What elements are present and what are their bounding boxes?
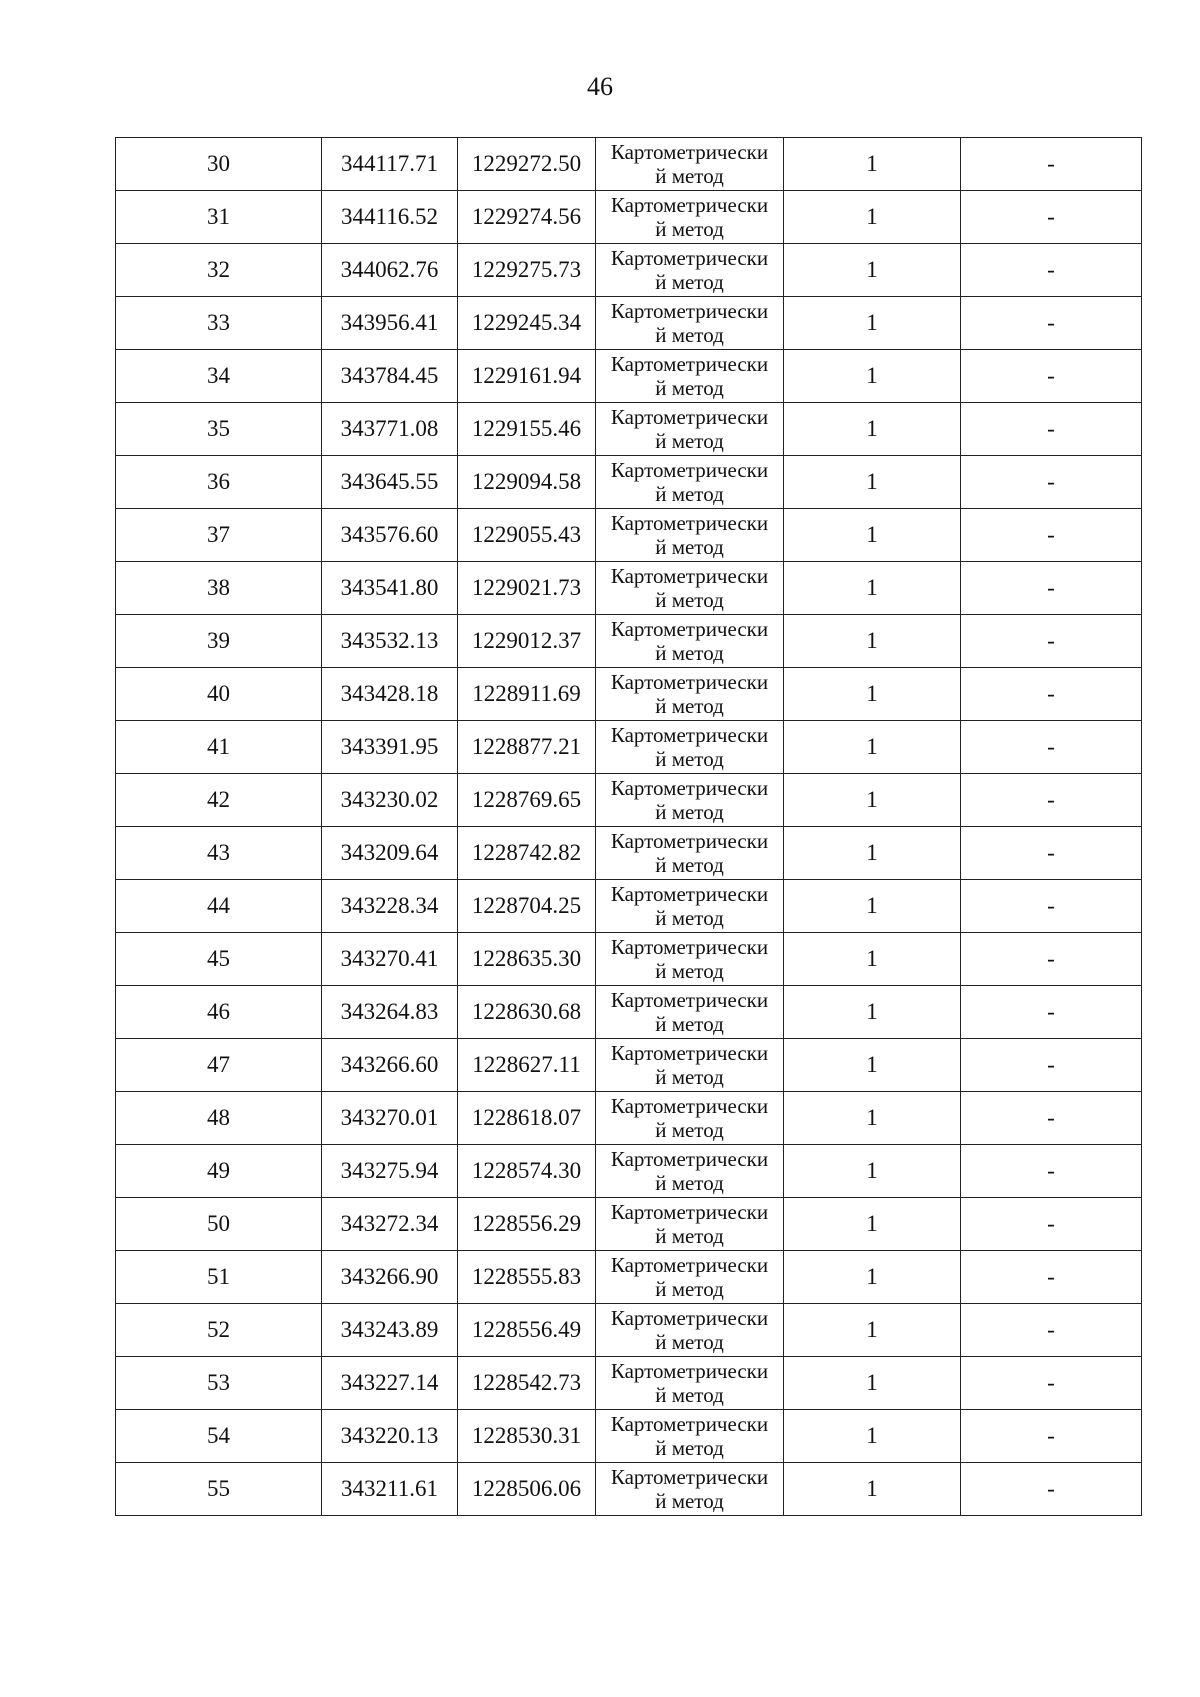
x-coordinate-cell: 343532.13 xyxy=(322,615,458,668)
table-row xyxy=(116,827,1142,880)
table-row xyxy=(116,138,1142,191)
method-cell xyxy=(596,191,784,244)
note-cell: - xyxy=(961,668,1142,721)
method-line-2: й метод xyxy=(655,323,724,347)
table-row xyxy=(116,244,1142,297)
y-coordinate-cell: 1229012.37 xyxy=(458,615,596,668)
method-cell xyxy=(596,1410,784,1463)
note-cell: - xyxy=(961,1251,1142,1304)
point-number-cell: 43 xyxy=(116,827,322,880)
method-line-2: й метод xyxy=(655,1171,724,1195)
method-cell xyxy=(596,1092,784,1145)
accuracy-cell: 1 xyxy=(784,244,961,297)
method-cell xyxy=(596,827,784,880)
method-line-1: Картометрически xyxy=(610,1306,769,1330)
point-number-cell: 35 xyxy=(116,403,322,456)
accuracy-cell: 1 xyxy=(784,1251,961,1304)
method-cell xyxy=(596,1251,784,1304)
table-row xyxy=(116,986,1142,1039)
method-cell xyxy=(596,615,784,668)
table-row xyxy=(116,456,1142,509)
method-line-2: й метод xyxy=(655,1489,724,1513)
table-row xyxy=(116,1251,1142,1304)
y-coordinate-cell: 1228742.82 xyxy=(458,827,596,880)
note-cell: - xyxy=(961,1410,1142,1463)
y-coordinate-cell: 1228704.25 xyxy=(458,880,596,933)
accuracy-cell: 1 xyxy=(784,297,961,350)
method-cell xyxy=(596,1039,784,1092)
x-coordinate-cell: 343784.45 xyxy=(322,350,458,403)
accuracy-cell: 1 xyxy=(784,774,961,827)
method-line-1: Картометрически xyxy=(610,1094,769,1118)
accuracy-cell: 1 xyxy=(784,668,961,721)
method-line-2: й метод xyxy=(655,747,724,771)
y-coordinate-cell: 1228556.29 xyxy=(458,1198,596,1251)
method-line-2: й метод xyxy=(655,429,724,453)
accuracy-cell: 1 xyxy=(784,986,961,1039)
method-line-1: Картометрически xyxy=(610,723,769,747)
accuracy-cell: 1 xyxy=(784,509,961,562)
table-row xyxy=(116,562,1142,615)
y-coordinate-cell: 1229245.34 xyxy=(458,297,596,350)
method-line-2: й метод xyxy=(655,694,724,718)
method-line-1: Картометрически xyxy=(610,617,769,641)
point-number-cell: 48 xyxy=(116,1092,322,1145)
y-coordinate-cell: 1228555.83 xyxy=(458,1251,596,1304)
accuracy-cell: 1 xyxy=(784,562,961,615)
note-cell: - xyxy=(961,721,1142,774)
point-number-cell: 54 xyxy=(116,1410,322,1463)
accuracy-cell: 1 xyxy=(784,1145,961,1198)
accuracy-cell: 1 xyxy=(784,721,961,774)
method-line-1: Картометрически xyxy=(610,935,769,959)
note-cell: - xyxy=(961,933,1142,986)
x-coordinate-cell: 343645.55 xyxy=(322,456,458,509)
x-coordinate-cell: 343272.34 xyxy=(322,1198,458,1251)
table-row xyxy=(116,880,1142,933)
method-cell xyxy=(596,933,784,986)
method-cell xyxy=(596,986,784,1039)
x-coordinate-cell: 343264.83 xyxy=(322,986,458,1039)
note-cell: - xyxy=(961,986,1142,1039)
method-line-2: й метод xyxy=(655,1330,724,1354)
point-number-cell: 47 xyxy=(116,1039,322,1092)
accuracy-cell: 1 xyxy=(784,1198,961,1251)
table-row xyxy=(116,1357,1142,1410)
method-line-2: й метод xyxy=(655,588,724,612)
method-line-2: й метод xyxy=(655,376,724,400)
method-line-1: Картометрически xyxy=(610,511,769,535)
method-line-2: й метод xyxy=(655,482,724,506)
table-row xyxy=(116,509,1142,562)
point-number-cell: 51 xyxy=(116,1251,322,1304)
accuracy-cell: 1 xyxy=(784,138,961,191)
y-coordinate-cell: 1228542.73 xyxy=(458,1357,596,1410)
y-coordinate-cell: 1229155.46 xyxy=(458,403,596,456)
y-coordinate-cell: 1228630.68 xyxy=(458,986,596,1039)
point-number-cell: 32 xyxy=(116,244,322,297)
method-line-2: й метод xyxy=(655,270,724,294)
table-row xyxy=(116,615,1142,668)
x-coordinate-cell: 343270.41 xyxy=(322,933,458,986)
method-line-2: й метод xyxy=(655,853,724,877)
y-coordinate-cell: 1228556.49 xyxy=(458,1304,596,1357)
x-coordinate-cell: 343275.94 xyxy=(322,1145,458,1198)
x-coordinate-cell: 344116.52 xyxy=(322,191,458,244)
y-coordinate-cell: 1229274.56 xyxy=(458,191,596,244)
point-number-cell: 44 xyxy=(116,880,322,933)
table-row xyxy=(116,1410,1142,1463)
note-cell: - xyxy=(961,1198,1142,1251)
table-row xyxy=(116,1145,1142,1198)
coordinates-table xyxy=(115,137,1142,1516)
table-row xyxy=(116,1092,1142,1145)
table-row xyxy=(116,191,1142,244)
x-coordinate-cell: 343227.14 xyxy=(322,1357,458,1410)
method-line-1: Картометрически xyxy=(610,458,769,482)
note-cell: - xyxy=(961,1463,1142,1516)
table-row xyxy=(116,1304,1142,1357)
accuracy-cell: 1 xyxy=(784,1463,961,1516)
method-line-2: й метод xyxy=(655,1065,724,1089)
accuracy-cell: 1 xyxy=(784,615,961,668)
accuracy-cell: 1 xyxy=(784,933,961,986)
method-line-1: Картометрически xyxy=(610,1253,769,1277)
method-cell xyxy=(596,668,784,721)
x-coordinate-cell: 343428.18 xyxy=(322,668,458,721)
x-coordinate-cell: 343209.64 xyxy=(322,827,458,880)
method-line-1: Картометрически xyxy=(610,1147,769,1171)
x-coordinate-cell: 343211.61 xyxy=(322,1463,458,1516)
accuracy-cell: 1 xyxy=(784,403,961,456)
point-number-cell: 39 xyxy=(116,615,322,668)
point-number-cell: 31 xyxy=(116,191,322,244)
note-cell: - xyxy=(961,1039,1142,1092)
accuracy-cell: 1 xyxy=(784,1092,961,1145)
method-cell xyxy=(596,1463,784,1516)
method-cell xyxy=(596,562,784,615)
y-coordinate-cell: 1228911.69 xyxy=(458,668,596,721)
note-cell: - xyxy=(961,297,1142,350)
method-line-1: Картометрически xyxy=(610,405,769,429)
point-number-cell: 34 xyxy=(116,350,322,403)
method-line-2: й метод xyxy=(655,1383,724,1407)
method-cell xyxy=(596,721,784,774)
method-cell xyxy=(596,244,784,297)
x-coordinate-cell: 343956.41 xyxy=(322,297,458,350)
y-coordinate-cell: 1228769.65 xyxy=(458,774,596,827)
point-number-cell: 55 xyxy=(116,1463,322,1516)
point-number-cell: 50 xyxy=(116,1198,322,1251)
y-coordinate-cell: 1229272.50 xyxy=(458,138,596,191)
method-line-1: Картометрически xyxy=(610,299,769,323)
note-cell: - xyxy=(961,456,1142,509)
accuracy-cell: 1 xyxy=(784,827,961,880)
y-coordinate-cell: 1228635.30 xyxy=(458,933,596,986)
x-coordinate-cell: 343391.95 xyxy=(322,721,458,774)
x-coordinate-cell: 343243.89 xyxy=(322,1304,458,1357)
x-coordinate-cell: 343771.08 xyxy=(322,403,458,456)
accuracy-cell: 1 xyxy=(784,1304,961,1357)
method-line-1: Картометрически xyxy=(610,670,769,694)
accuracy-cell: 1 xyxy=(784,1357,961,1410)
method-cell xyxy=(596,1357,784,1410)
method-line-2: й метод xyxy=(655,906,724,930)
note-cell: - xyxy=(961,509,1142,562)
note-cell: - xyxy=(961,1145,1142,1198)
y-coordinate-cell: 1228877.21 xyxy=(458,721,596,774)
x-coordinate-cell: 343270.01 xyxy=(322,1092,458,1145)
y-coordinate-cell: 1229275.73 xyxy=(458,244,596,297)
method-line-2: й метод xyxy=(655,1277,724,1301)
y-coordinate-cell: 1228574.30 xyxy=(458,1145,596,1198)
x-coordinate-cell: 344117.71 xyxy=(322,138,458,191)
note-cell: - xyxy=(961,827,1142,880)
method-line-2: й метод xyxy=(655,164,724,188)
method-cell xyxy=(596,880,784,933)
method-line-2: й метод xyxy=(655,1224,724,1248)
method-line-1: Картометрически xyxy=(610,882,769,906)
method-cell xyxy=(596,403,784,456)
y-coordinate-cell: 1228530.31 xyxy=(458,1410,596,1463)
x-coordinate-cell: 343541.80 xyxy=(322,562,458,615)
point-number-cell: 41 xyxy=(116,721,322,774)
method-line-1: Картометрически xyxy=(610,1041,769,1065)
method-cell xyxy=(596,1145,784,1198)
method-cell xyxy=(596,1198,784,1251)
table-row xyxy=(116,774,1142,827)
point-number-cell: 42 xyxy=(116,774,322,827)
coordinates-table-body xyxy=(116,138,1142,1516)
y-coordinate-cell: 1229161.94 xyxy=(458,350,596,403)
accuracy-cell: 1 xyxy=(784,1410,961,1463)
point-number-cell: 46 xyxy=(116,986,322,1039)
page-number: 46 xyxy=(587,72,613,101)
method-cell xyxy=(596,456,784,509)
accuracy-cell: 1 xyxy=(784,191,961,244)
method-line-1: Картометрически xyxy=(610,246,769,270)
point-number-cell: 38 xyxy=(116,562,322,615)
table-row xyxy=(116,1463,1142,1516)
method-line-2: й метод xyxy=(655,217,724,241)
method-line-2: й метод xyxy=(655,535,724,559)
table-row xyxy=(116,403,1142,456)
method-cell xyxy=(596,350,784,403)
point-number-cell: 40 xyxy=(116,668,322,721)
method-line-1: Картометрически xyxy=(610,829,769,853)
method-line-1: Картометрически xyxy=(610,1200,769,1224)
note-cell: - xyxy=(961,1092,1142,1145)
note-cell: - xyxy=(961,880,1142,933)
y-coordinate-cell: 1229094.58 xyxy=(458,456,596,509)
note-cell: - xyxy=(961,138,1142,191)
table-row xyxy=(116,721,1142,774)
method-line-2: й метод xyxy=(655,959,724,983)
y-coordinate-cell: 1228627.11 xyxy=(458,1039,596,1092)
x-coordinate-cell: 343266.60 xyxy=(322,1039,458,1092)
accuracy-cell: 1 xyxy=(784,1039,961,1092)
point-number-cell: 53 xyxy=(116,1357,322,1410)
note-cell: - xyxy=(961,562,1142,615)
method-cell xyxy=(596,509,784,562)
accuracy-cell: 1 xyxy=(784,456,961,509)
table-row xyxy=(116,1198,1142,1251)
y-coordinate-cell: 1229021.73 xyxy=(458,562,596,615)
note-cell: - xyxy=(961,774,1142,827)
table-row xyxy=(116,350,1142,403)
point-number-cell: 37 xyxy=(116,509,322,562)
method-line-1: Картометрически xyxy=(610,1412,769,1436)
method-line-1: Картометрически xyxy=(610,564,769,588)
method-line-1: Картометрически xyxy=(610,776,769,800)
y-coordinate-cell: 1229055.43 xyxy=(458,509,596,562)
point-number-cell: 30 xyxy=(116,138,322,191)
method-line-1: Картометрически xyxy=(610,352,769,376)
y-coordinate-cell: 1228506.06 xyxy=(458,1463,596,1516)
method-line-2: й метод xyxy=(655,1436,724,1460)
method-line-1: Картометрически xyxy=(610,193,769,217)
method-line-2: й метод xyxy=(655,641,724,665)
method-line-2: й метод xyxy=(655,1012,724,1036)
x-coordinate-cell: 344062.76 xyxy=(322,244,458,297)
accuracy-cell: 1 xyxy=(784,880,961,933)
accuracy-cell: 1 xyxy=(784,350,961,403)
method-line-1: Картометрически xyxy=(610,988,769,1012)
x-coordinate-cell: 343230.02 xyxy=(322,774,458,827)
note-cell: - xyxy=(961,615,1142,668)
point-number-cell: 45 xyxy=(116,933,322,986)
method-line-2: й метод xyxy=(655,1118,724,1142)
note-cell: - xyxy=(961,350,1142,403)
method-cell xyxy=(596,297,784,350)
y-coordinate-cell: 1228618.07 xyxy=(458,1092,596,1145)
method-line-2: й метод xyxy=(655,800,724,824)
x-coordinate-cell: 343228.34 xyxy=(322,880,458,933)
note-cell: - xyxy=(961,403,1142,456)
x-coordinate-cell: 343576.60 xyxy=(322,509,458,562)
method-line-1: Картометрически xyxy=(610,1465,769,1489)
method-cell xyxy=(596,774,784,827)
note-cell: - xyxy=(961,244,1142,297)
x-coordinate-cell: 343220.13 xyxy=(322,1410,458,1463)
table-row xyxy=(116,668,1142,721)
method-line-1: Картометрически xyxy=(610,1359,769,1383)
table-row xyxy=(116,297,1142,350)
method-cell xyxy=(596,138,784,191)
point-number-cell: 52 xyxy=(116,1304,322,1357)
method-line-1: Картометрически xyxy=(610,140,769,164)
note-cell: - xyxy=(961,1304,1142,1357)
point-number-cell: 33 xyxy=(116,297,322,350)
table-row xyxy=(116,1039,1142,1092)
note-cell: - xyxy=(961,1357,1142,1410)
x-coordinate-cell: 343266.90 xyxy=(322,1251,458,1304)
point-number-cell: 49 xyxy=(116,1145,322,1198)
method-cell xyxy=(596,1304,784,1357)
point-number-cell: 36 xyxy=(116,456,322,509)
table-row xyxy=(116,933,1142,986)
note-cell: - xyxy=(961,191,1142,244)
